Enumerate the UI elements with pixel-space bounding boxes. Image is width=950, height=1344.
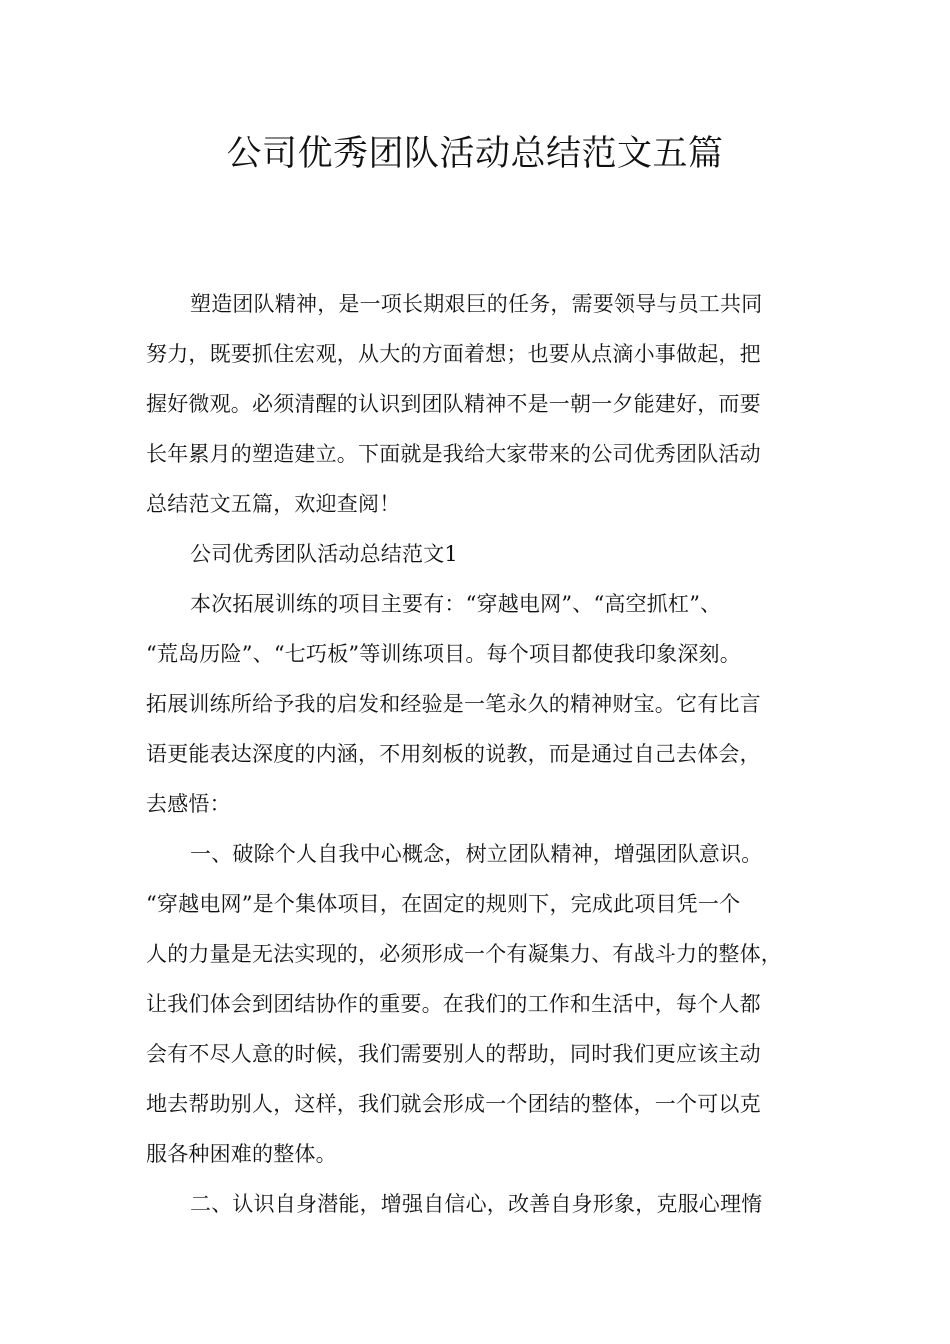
document-title: 公司优秀团队活动总结范文五篇 bbox=[226, 134, 724, 174]
section-heading bbox=[146, 529, 836, 579]
text-line: 二、认识自身潜能，增强自信心，改善自身形象，克服心理惰 bbox=[190, 1192, 763, 1216]
text-line: 服各种困难的整体。 bbox=[146, 1142, 337, 1166]
text-line: “荒岛历险”、“七巧板”等训练项目。每个项目都使我印象深刻。 bbox=[146, 642, 741, 666]
text-line: 总结范文五篇，欢迎查阅！ bbox=[146, 492, 401, 516]
text-line: 塑造团队精神，是一项长期艰巨的任务，需要领导与员工共同 bbox=[190, 292, 763, 316]
text-line: 握好微观。必须清醒的认识到团队精神不是一朝一夕能建好，而要 bbox=[146, 392, 761, 416]
document-body bbox=[146, 279, 836, 1229]
text-line: 地去帮助别人，这样，我们就会形成一个团结的整体，一个可以克 bbox=[146, 1092, 761, 1116]
text-line: 语更能表达深度的内涵，不用刻板的说教，而是通过自己去体会， bbox=[146, 742, 761, 766]
text-line: 一、破除个人自我中心概念，树立团队精神，增强团队意识。 bbox=[190, 842, 763, 866]
text-line: 去感悟： bbox=[146, 792, 231, 816]
training-paragraph bbox=[146, 579, 836, 829]
point-one-paragraph bbox=[146, 829, 836, 1179]
intro-paragraph bbox=[146, 279, 836, 529]
text-line: 本次拓展训练的项目主要有：“穿越电网”、“高空抓杠”、 bbox=[190, 592, 722, 616]
text-line: 让我们体会到团结协作的重要。在我们的工作和生活中，每个人都 bbox=[146, 992, 761, 1016]
point-two-paragraph bbox=[146, 1179, 836, 1229]
text-line: 拓展训练所给予我的启发和经验是一笔永久的精神财宝。它有比言 bbox=[146, 692, 761, 716]
section-heading-text: 公司优秀团队活动总结范文1 bbox=[190, 542, 458, 566]
text-line: 长年累月的塑造建立。下面就是我给大家带来的公司优秀团队活动 bbox=[146, 442, 761, 466]
text-line: 努力，既要抓住宏观，从大的方面着想；也要从点滴小事做起，把 bbox=[146, 342, 761, 366]
text-line: 人的力量是无法实现的，必须形成一个有凝集力、有战斗力的整体， bbox=[146, 942, 782, 966]
text-line: “穿越电网”是个集体项目，在固定的规则下，完成此项目凭一个 bbox=[146, 892, 741, 916]
text-line: 会有不尽人意的时候，我们需要别人的帮助，同时我们更应该主动 bbox=[146, 1042, 761, 1066]
